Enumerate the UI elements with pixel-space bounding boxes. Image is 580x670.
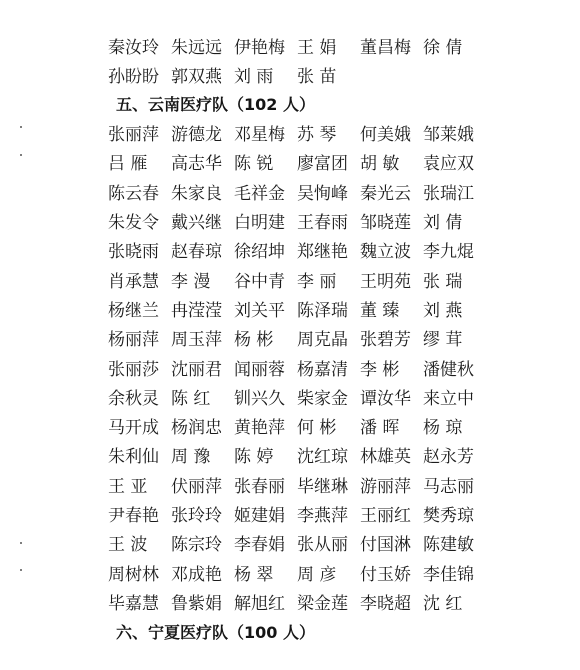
name-row [108,587,488,616]
member-name: 潘 晖 [360,418,400,439]
member-name: 王 波 [108,535,148,556]
member-name: 肖承慧 [108,271,159,292]
member-name: 钏兴久 [234,388,285,409]
member-name: 王丽红 [360,506,411,526]
member-name: 徐绍坤 [234,242,285,263]
member-name: 潘健秋 [423,359,474,380]
member-name: 沈 红 [423,593,463,614]
member-name: 毕嘉慧 [108,593,159,614]
name-row [108,440,488,469]
member-name: 王春雨 [297,213,348,234]
member-name: 陈 婷 [234,447,274,468]
member-name: 杨润忠 [171,418,222,439]
member-name: 王 娟 [297,38,337,59]
name-row [108,206,488,235]
member-name: 吕 雁 [108,154,148,175]
member-name: 李燕萍 [297,506,348,526]
member-name: 何 彬 [297,418,337,439]
member-name: 王明苑 [360,271,411,292]
member-name: 孙盼盼 [108,67,159,88]
member-name: 赵春琼 [171,242,222,263]
member-name: 姬建娟 [234,506,285,526]
name-row [108,323,488,352]
member-name: 陈建敏 [423,535,474,556]
member-name: 王 亚 [108,476,148,497]
member-name: 梁金莲 [297,593,348,614]
name-row [108,177,488,206]
member-name: 朱家良 [171,183,222,204]
member-name: 赵永芳 [423,447,474,468]
name-row [108,382,488,411]
member-name: 朱远远 [171,38,222,59]
member-name: 李佳锦 [423,564,474,585]
member-name: 游德龙 [171,125,222,146]
name-row [108,235,488,264]
member-name: 付玉娇 [360,564,411,585]
member-name: 杨 彬 [234,330,274,351]
name-row [108,352,488,381]
member-name: 郭双燕 [171,67,222,88]
member-name: 沈丽君 [171,359,222,380]
margin-mark [20,154,22,156]
name-list-continued [108,31,488,90]
member-name: 杨 琼 [423,418,463,439]
member-name: 樊秀琼 [423,506,474,526]
member-name: 李 彬 [360,359,400,380]
margin-mark [20,542,22,544]
name-row [108,264,488,293]
member-name: 李晓超 [360,593,411,614]
member-name: 缪 茸 [423,330,463,351]
member-name: 谷中青 [234,271,285,292]
member-name: 张 苗 [297,67,337,88]
member-name: 李 漫 [171,271,211,292]
member-name: 陈宗玲 [171,535,222,556]
name-row [108,557,488,586]
member-name: 马开成 [108,418,159,439]
member-name: 袁应双 [423,154,474,175]
name-row [108,118,488,147]
member-name: 周玉萍 [171,330,222,351]
yunnan-team-name-list [108,118,488,616]
member-name: 周 豫 [171,447,211,468]
member-name: 冉滢滢 [171,300,222,321]
member-name: 陈云春 [108,183,159,204]
margin-mark [20,126,22,128]
member-name: 郑继艳 [297,242,348,263]
member-name: 付国淋 [360,535,411,556]
member-name: 白明建 [234,213,285,234]
name-row [108,147,488,176]
member-name: 何美娥 [360,125,411,146]
member-name: 邹晓莲 [360,213,411,234]
member-name: 张玲玲 [171,506,222,526]
member-name: 吴恂峰 [297,183,348,204]
member-name: 黄艳萍 [234,418,285,439]
member-name: 杨嘉清 [297,359,348,380]
member-name: 伏丽萍 [171,476,222,497]
member-name: 胡 敏 [360,154,400,175]
member-name: 徐 倩 [423,38,463,59]
name-row [108,294,488,323]
member-name: 朱利仙 [108,447,159,468]
member-name: 周树林 [108,564,159,585]
margin-mark [20,569,22,571]
member-name: 张春丽 [234,476,285,497]
name-row [108,60,488,89]
member-name: 张从丽 [297,535,348,556]
member-name: 张晓雨 [108,242,159,263]
member-name: 陈 红 [171,388,211,409]
member-name: 刘 燕 [423,300,463,321]
member-name: 张 瑞 [423,271,463,292]
name-row [108,470,488,499]
member-name: 林雄英 [360,447,411,468]
member-name: 刘关平 [234,300,285,321]
member-name: 苏 琴 [297,125,337,146]
member-name: 张丽萍 [108,125,159,146]
member-name: 高志华 [171,154,222,175]
member-name: 解旭红 [234,593,285,614]
member-name: 闻丽蓉 [234,359,285,380]
member-name: 邹莱娥 [423,125,474,146]
member-name: 柴家金 [297,388,348,409]
member-name: 李春娟 [234,535,285,556]
member-name: 沈红琼 [297,447,348,468]
member-name: 伊艳梅 [234,38,285,59]
member-name: 游丽萍 [360,476,411,497]
member-name: 张瑞江 [423,183,474,204]
member-name: 魏立波 [360,242,411,263]
member-name: 杨丽萍 [108,330,159,351]
name-row [108,31,488,60]
member-name: 来立中 [423,388,474,409]
member-name: 周克晶 [297,330,348,351]
member-name: 秦光云 [360,183,411,204]
member-name: 鲁紫娟 [171,593,222,614]
member-name: 董昌梅 [360,38,411,59]
member-name: 余秋灵 [108,388,159,409]
name-row [108,411,488,440]
member-name: 董 臻 [360,300,400,321]
member-name: 李 丽 [297,271,337,292]
member-name: 廖富团 [297,154,348,175]
member-name: 刘 雨 [234,67,274,88]
member-name: 陈 锐 [234,154,274,175]
name-row [108,528,488,557]
member-name: 朱发令 [108,213,159,234]
member-name: 周 彦 [297,564,337,585]
member-name: 毛祥金 [234,183,285,204]
member-name: 马志丽 [423,476,474,497]
member-name: 张碧芳 [360,330,411,351]
section-heading-yunnan: 五、云南医疗队（102 人） [116,95,315,114]
member-name: 秦汝玲 [108,38,159,59]
member-name: 杨 翠 [234,564,274,585]
member-name: 谭汝华 [360,388,411,409]
member-name: 毕继琳 [297,476,348,497]
member-name: 戴兴继 [171,213,222,234]
member-name: 邓星梅 [234,125,285,146]
member-name: 陈泽瑞 [297,300,348,321]
member-name: 邓成艳 [171,564,222,585]
member-name: 刘 倩 [423,213,463,234]
member-name: 张丽莎 [108,359,159,380]
member-name: 李九焜 [423,242,474,263]
member-name: 杨继兰 [108,300,159,321]
name-row [108,499,488,528]
member-name: 尹春艳 [108,506,159,526]
section-heading-ningxia: 六、宁夏医疗队（100 人） [116,623,315,642]
